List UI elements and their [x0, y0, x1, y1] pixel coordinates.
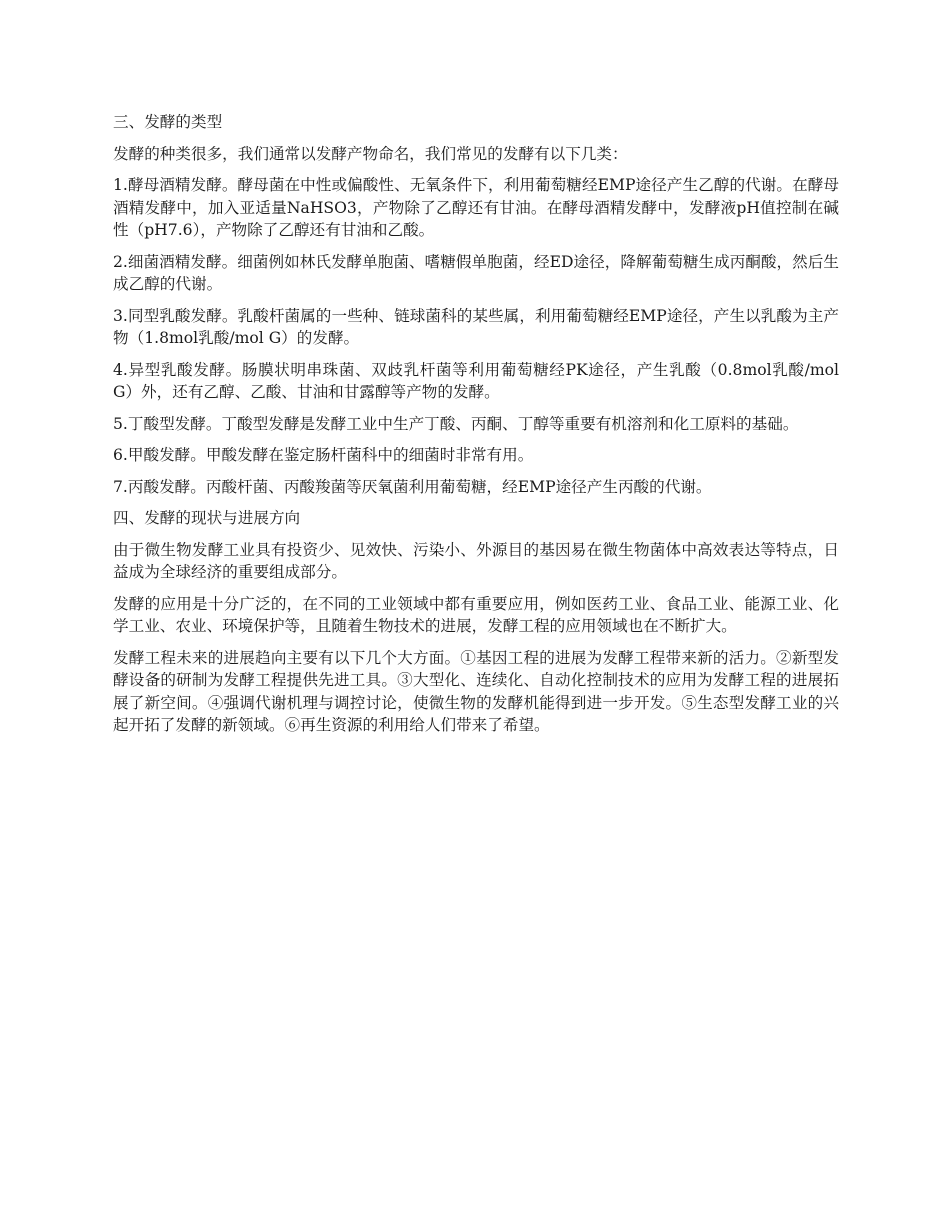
paragraph-industry-overview: 由于微生物发酵工业具有投资少、见效快、污染小、外源目的基因易在微生物菌体中高效表达等特点，日益成为全球经济的重要组成部分。 — [113, 540, 839, 581]
list-item-butyric: 5.丁酸型发酵。丁酸型发酵是发酵工业中生产丁酸、丙酮、丁醇等重要有机溶剂和化工原料的基础。 — [113, 414, 799, 433]
section-heading-fermentation-types: 三、发酵的类型 — [113, 113, 223, 131]
section-heading-status-progress: 四、发酵的现状与进展方向 — [113, 509, 301, 527]
document-page — [113, 111, 839, 746]
list-item-yeast-alcohol: 1.酵母酒精发酵。酵母菌在中性或偏酸性、无氧条件下，利用葡萄糖经EMP途径产生乙醇的代谢。在酵母酒精发酵中，加入亚适量NaHSO3，产物除了乙醇还有甘油。在酵母酒精发酵中，发酵液pH值控制在碱性（pH7.6），产物除了乙醇还有甘油和乙酸。 — [113, 176, 839, 239]
intro-paragraph: 发酵的种类很多，我们通常以发酵产物命名，我们常见的发酵有以下几类： — [113, 144, 628, 163]
paragraph-applications: 发酵的应用是十分广泛的，在不同的工业领域中都有重要应用，例如医药工业、食品工业、能源工业、化学工业、农业、环境保护等，且随着生物技术的进展，发酵工程的应用领域也在不断扩大。 — [113, 594, 839, 635]
list-item-formic: 6.甲酸发酵。甲酸发酵在鉴定肠杆菌科中的细菌时非常有用。 — [113, 446, 534, 464]
list-item-homolactic: 3.同型乳酸发酵。乳酸杆菌属的一些种、链球菌科的某些属，利用葡萄糖经EMP途径，产生以乳酸为主产物（1.8mol乳酸/mol G）的发酵。 — [113, 306, 839, 347]
list-item-heterolactic: 4.异型乳酸发酵。肠膜状明串珠菌、双歧乳杆菌等利用葡萄糖经PK途径，产生乳酸（0.8mol乳酸/mol G）外，还有乙醇、乙酸、甘油和甘露醇等产物的发酵。 — [113, 360, 839, 401]
list-item-propionic: 7.丙酸发酵。丙酸杆菌、丙酸羧菌等厌氧菌利用葡萄糖，经EMP途径产生丙酸的代谢。 — [113, 477, 712, 496]
list-item-bacterial-alcohol: 2.细菌酒精发酵。细菌例如林氏发酵单胞菌、嗜糖假单胞菌，经ED途径，降解葡萄糖生成丙酮酸，然后生成乙醇的代谢。 — [113, 252, 839, 293]
paragraph-future-trends: 发酵工程未来的进展趋向主要有以下几个大方面。①基因工程的进展为发酵工程带来新的活力。②新型发酵设备的研制为发酵工程提供先进工具。③大型化、连续化、自动化控制技术的应用为发酵工程的进展拓展了新空间。④强调代谢机理与调控讨论，使微生物的发酵机能得到进一步开发。⑤生态型发酵工业的兴起开拓了发酵的新领域。⑥再生资源的利用给人们带来了希望。 — [113, 648, 839, 734]
